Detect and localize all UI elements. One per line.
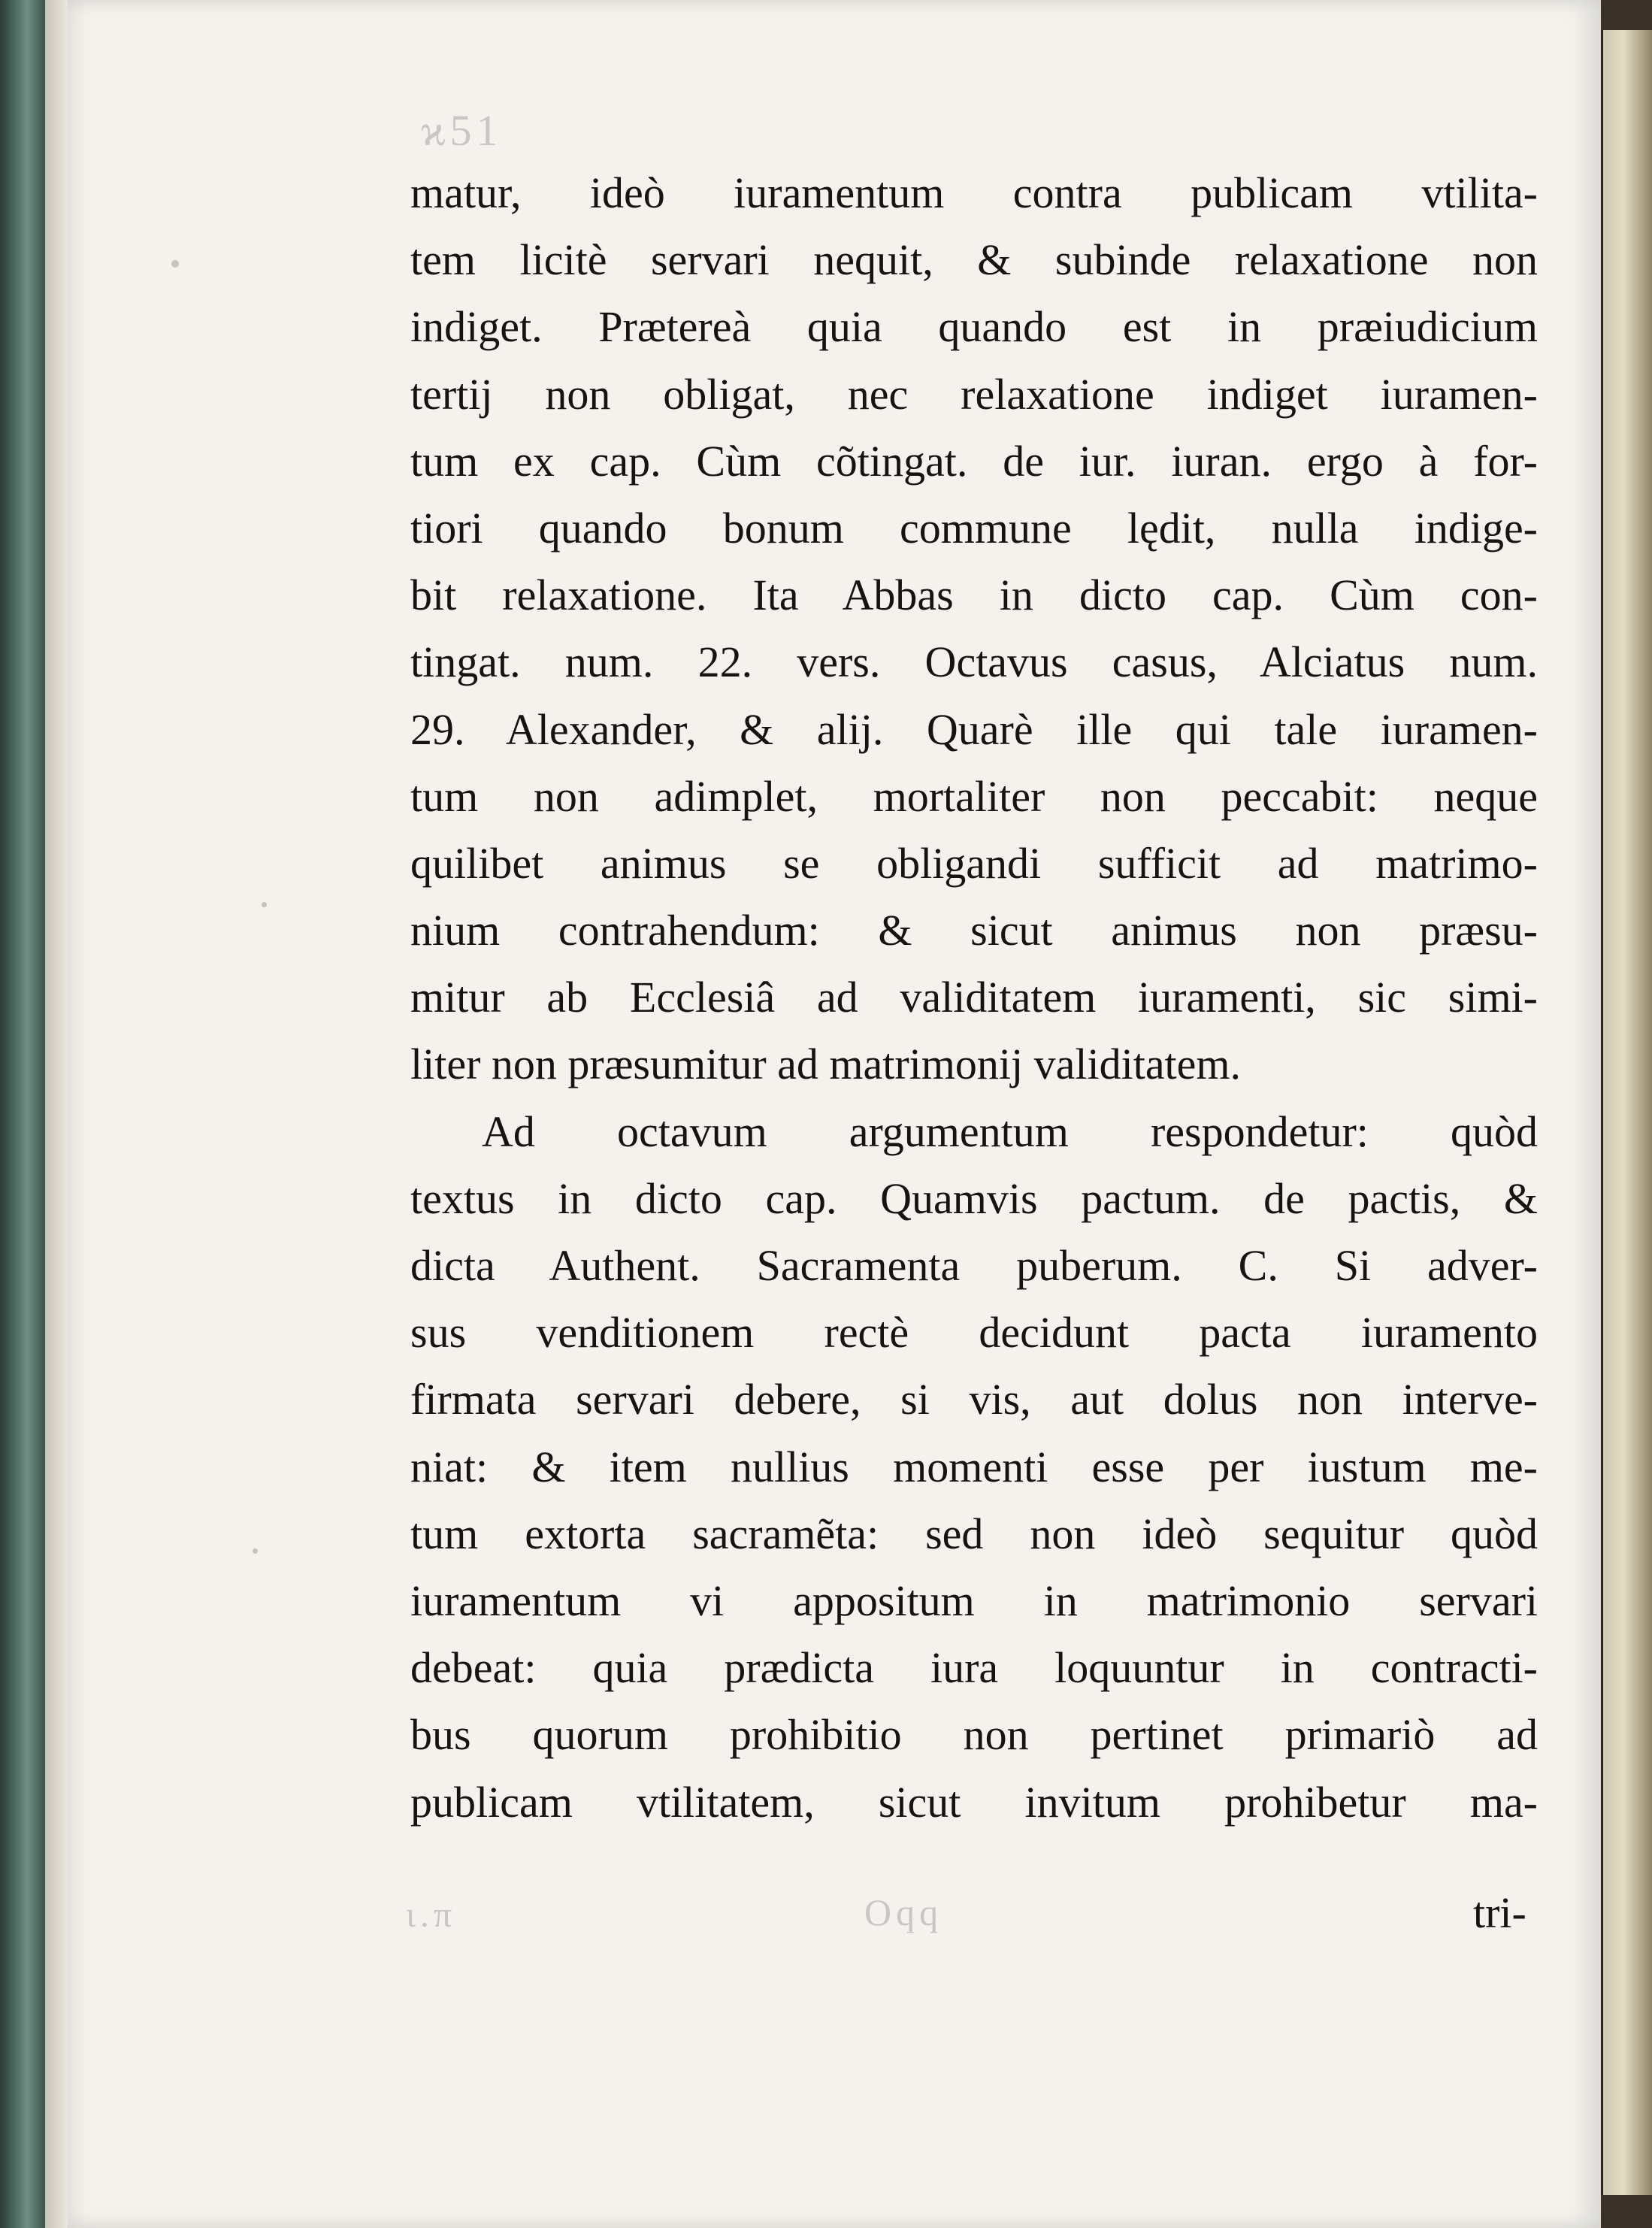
paper-speck: [262, 902, 267, 907]
text-line: tum non adimplet, mortaliter non peccabit: neque: [410, 771, 1538, 821]
text-line: liter non præsumitur ad matrimonij validitatem.: [410, 1040, 1242, 1089]
text-line: matur, ideò iuramentum contra publicam vtilita-: [410, 168, 1538, 217]
text-line: nium contrahendum: & sicut animus non præsu-: [410, 906, 1538, 955]
text-line: 29. Alexander, & alij. Quarè ille qui tale iuramen-: [410, 704, 1538, 754]
text-line: tum ex cap. Cùm cõtingat. de iur. iuran. ergo à for-: [410, 436, 1538, 486]
text-line: tiori quando bonum commune lędit, nulla indige-: [410, 503, 1538, 552]
text-line: bit relaxatione. Ita Abbas in dicto cap. Cùm con-: [410, 571, 1538, 620]
paper-speck: [253, 1548, 258, 1554]
text-line: textus in dicto cap. Quamvis pactum. de pactis, &: [410, 1173, 1538, 1223]
show-through-page-number: ϰ51: [421, 106, 503, 155]
show-through-signature-mark: Oqq: [864, 1891, 943, 1933]
book-spine-edge: [0, 0, 45, 2228]
show-through-signature: ι.π: [406, 1895, 457, 1935]
text-line: bus quorum prohibitio non pertinet primariò ad: [410, 1710, 1538, 1760]
catchword: tri-: [1473, 1888, 1526, 1937]
page-gutter: [45, 0, 68, 2228]
text-line: publicam vtilitatem, sicut invitum prohibetur ma-: [410, 1777, 1538, 1827]
text-line: tem licitè servari nequit, & subinde relaxatione non: [410, 235, 1538, 285]
text-line: sus venditionem rectè decidunt pacta iuramento: [410, 1308, 1538, 1358]
text-line: debeat: quia prædicta iura loquuntur in contracti-: [410, 1643, 1538, 1693]
paper-speck: [171, 260, 179, 268]
text-line: niat: & item nullius momenti esse per iustum me-: [410, 1442, 1538, 1491]
text-line: iuramentum vi appositum in matrimonio servari: [410, 1576, 1538, 1625]
text-line: firmata servari debere, si vis, aut dolus non interve-: [410, 1375, 1538, 1424]
text-line: tertij non obligat, nec relaxatione indiget iuramen-: [410, 369, 1538, 419]
right-page-edge: [1601, 30, 1652, 2195]
body-text: [410, 159, 1538, 1836]
text-line: indiget. Prætereà quia quando est in præiudicium: [410, 302, 1538, 352]
text-line: tum extorta sacramẽta: sed non ideò sequitur quòd: [410, 1509, 1538, 1558]
text-line: dicta Authent. Sacramenta puberum. C. Si adver-: [410, 1241, 1538, 1290]
text-line: mitur ab Ecclesiâ ad validitatem iuramenti, sic simi-: [410, 973, 1538, 1022]
paragraph-start-line: Ad octavum argumentum respondetur: quòd: [482, 1106, 1538, 1156]
text-line: quilibet animus se obligandi sufficit ad matrimo-: [410, 838, 1538, 888]
text-line: tingat. num. 22. vers. Octavus casus, Alciatus num.: [410, 637, 1538, 687]
